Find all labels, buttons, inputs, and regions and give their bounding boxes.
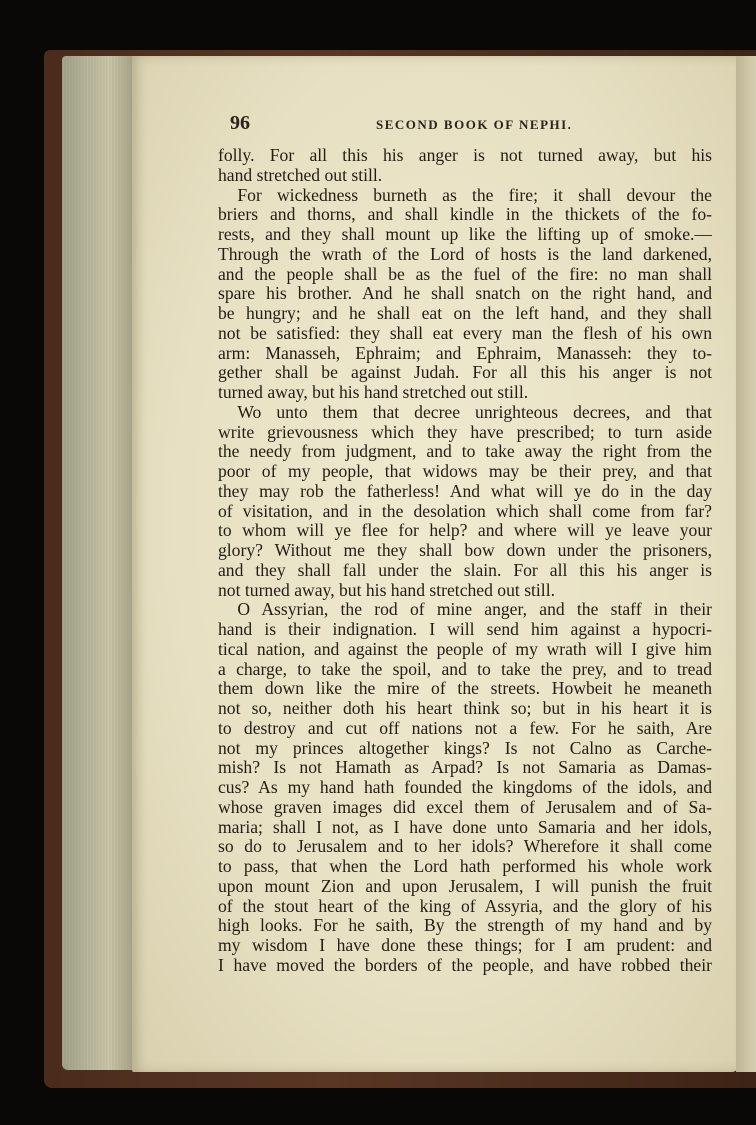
text-line: write grievousness which they have prescribed; to turn aside bbox=[218, 422, 712, 442]
text-line: to whom will ye flee for help? and where will ye leave your bbox=[218, 521, 712, 541]
text-line: them down like the mire of the streets. Howbeit he meaneth bbox=[218, 679, 712, 699]
text-line: I have moved the borders of the people, and have robbed their bbox=[218, 955, 712, 975]
text-line: poor of my people, that widows may be their prey, and that bbox=[218, 462, 712, 481]
page-edges bbox=[62, 56, 140, 1070]
text-line: a charge, to take the spoil, and to take the prey, and to tread bbox=[218, 659, 712, 679]
text-line: my wisdom I have done these things; for I am prudent: and bbox=[218, 936, 712, 955]
page-number: 96 bbox=[230, 112, 250, 134]
text-line: For wickedness burneth as the fire; it shall devour the bbox=[237, 185, 712, 205]
text-line: and they shall fall under the slain. For all this his anger is bbox=[218, 560, 712, 580]
text-line: be hungry; and he shall eat on the left hand, and they shall bbox=[218, 304, 712, 323]
text-line: whose graven images did excel them of Jerusalem and of Sa- bbox=[218, 797, 712, 817]
text-line: briers and thorns, and shall kindle in the thickets of the fo- bbox=[218, 205, 712, 225]
text-line: to pass, that when the Lord hath performed his whole work bbox=[218, 857, 712, 876]
text-line: mish? Is not Hamath as Arpad? Is not Samaria as Damas- bbox=[218, 758, 712, 778]
text-line: upon mount Zion and upon Jerusalem, I will punish the fruit bbox=[218, 876, 712, 896]
running-head: SECOND BOOK OF NEPHI. bbox=[376, 117, 573, 132]
page-header bbox=[230, 112, 712, 138]
text-line: not so, neither doth his heart think so; but in his heart it is bbox=[218, 699, 712, 718]
text-line: hand is their indignation. I will send him against a hypocri- bbox=[218, 620, 712, 639]
text-line: O Assyrian, the rod of mine anger, and the staff in their bbox=[237, 600, 712, 620]
text-line: hand stretched out still. bbox=[218, 165, 383, 185]
page-body-text bbox=[218, 146, 712, 976]
text-line: turned away, but his hand stretched out still. bbox=[218, 383, 529, 402]
text-line: not my princes altogether kings? Is not Calno as Carche- bbox=[218, 738, 712, 758]
text-line: rests, and they shall mount up like the lifting up of smoke.— bbox=[218, 225, 712, 244]
text-line: not turned away, but his hand stretched out still. bbox=[218, 580, 555, 600]
text-line: maria; shall I not, as I have done unto Samaria and her idols, bbox=[218, 817, 712, 837]
text-line: so do to Jerusalem and to her idols? Wherefore it shall come bbox=[218, 837, 712, 857]
text-line: folly. For all this his anger is not turned away, but his bbox=[218, 146, 712, 165]
text-line: spare his brother. And he shall snatch on the right hand, and bbox=[218, 284, 712, 304]
text-line: the needy from judgment, and to take away the right from the bbox=[218, 442, 712, 462]
text-line: gether shall be against Judah. For all this his anger is not bbox=[218, 363, 712, 383]
text-line: glory? Without me they shall bow down under the prisoners, bbox=[218, 541, 712, 560]
text-line: of visitation, and in the desolation which shall come from far? bbox=[218, 501, 712, 521]
text-line: Through the wrath of the Lord of hosts is the land darkened, bbox=[218, 244, 712, 264]
text-line: tical nation, and against the people of my wrath will I give him bbox=[218, 639, 712, 659]
text-line: Wo unto them that decree unrighteous decrees, and that bbox=[237, 402, 712, 422]
text-line: and the people shall be as the fuel of the fire: no man shall bbox=[218, 264, 712, 284]
text-line: they may rob the fatherless! And what will ye do in the day bbox=[218, 481, 712, 501]
text-line: arm: Manasseh, Ephraim; and Ephraim, Manasseh: they to- bbox=[218, 343, 712, 363]
text-line: cus? As my hand hath founded the kingdoms of the idols, and bbox=[218, 778, 712, 797]
text-line: to destroy and cut off nations not a few. For he saith, Are bbox=[218, 718, 712, 738]
text-line: not be satisfied: they shall eat every man the flesh of his own bbox=[218, 323, 712, 343]
facing-page-edge bbox=[736, 56, 756, 1072]
text-line: high looks. For he saith, By the strength of my hand and by bbox=[218, 916, 712, 936]
text-line: of the stout heart of the king of Assyria, and the glory of his bbox=[218, 896, 712, 916]
